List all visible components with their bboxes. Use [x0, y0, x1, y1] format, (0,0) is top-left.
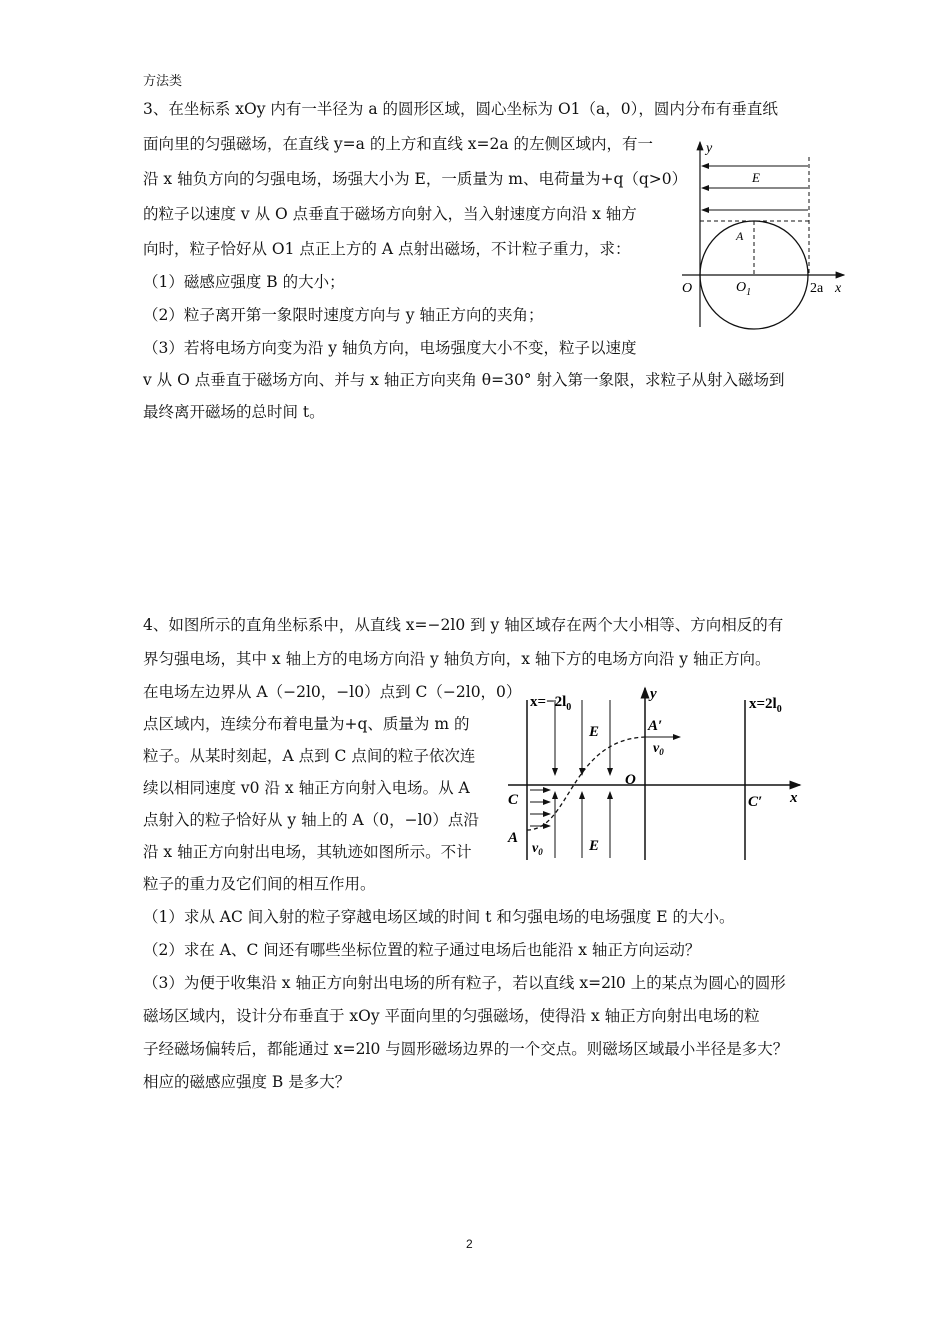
q3-line-5: 向时，粒子恰好从 O1 点正上方的 A 点射出磁场，不计粒子重力，求： [143, 240, 631, 258]
q4-fig-O-label: O [625, 772, 636, 788]
q4-part-3c: 子经磁场偏转后，都能通过 x=2l0 与圆形磁场边界的一个交点。则磁场区域最小半径是多大？ [143, 1040, 789, 1058]
q4-part-3a: （3）为便于收集沿 x 轴正方向射出电场的所有粒子，若以直线 x=2l0 上的某点为圆心的圆形 [143, 974, 786, 992]
q4-line-8: 沿 x 轴正方向射出电场，其轨迹如图所示。不计 [143, 843, 472, 861]
q4-fig-A-label: A [508, 830, 519, 846]
page-number: 2 [466, 1237, 473, 1251]
q4-line-6: 续以相同速度 v0 沿 x 轴正方向射入电场。从 A [143, 779, 470, 797]
q4-part-2: （2）求在 A、C 间还有哪些坐标位置的粒子通过电场后也能沿 x 轴正方向运动？ [143, 941, 701, 959]
q3-line-3: 沿 x 轴负方向的匀强电场，场强大小为 E，一质量为 m、电荷量为+q（q>0） [143, 170, 688, 188]
q3-part-3b: v 从 O 点垂直于磁场方向、并与 x 轴正方向夹角 θ=30° 射入第一象限，求粒子从射入磁场到 [143, 371, 785, 389]
category-label: 方法类 [143, 74, 183, 89]
q4-line-5: 粒子。从某时刻起，A 点到 C 点间的粒子依次连 [143, 747, 476, 765]
q3-fig-x-label: x [835, 281, 842, 296]
q3-part-3c: 最终离开磁场的总时间 t。 [143, 403, 325, 421]
q4-line-4: 点区域内，连续分布着电量为+q、质量为 m 的 [143, 715, 470, 733]
q4-part-3b: 磁场区域内，设计分布垂直于 xOy 平面向里的匀强磁场，使得沿 x 轴正方向射出电场的粒 [143, 1007, 760, 1025]
q4-line-7: 点射入的粒子恰好从 y 轴上的 A（0，−l0）点沿 [143, 811, 479, 829]
q4-line-1: 4、如图所示的直角坐标系中，从直线 x=−2l0 到 y 轴区域存在两个大小相等、方向相反的有 [143, 616, 784, 634]
q4-fig-left-boundary-label: $x=-2l_0$ [530, 694, 572, 713]
q4-fig-v0-top-label: $v_0$ [653, 741, 664, 757]
q4-part-3d: 相应的磁感应强度 B 是多大？ [143, 1073, 351, 1091]
q3-fig-O1-label: $O_1$ [736, 280, 752, 298]
q3-fig-A-label: A [736, 229, 744, 243]
q3-line-2: 面向里的匀强磁场，在直线 y=a 的上方和直线 x=2a 的左侧区域内，有一 [143, 135, 654, 153]
q4-fig-E-top-label: E [589, 724, 600, 740]
q4-line-9: 粒子的重力及它们间的相互作用。 [143, 875, 376, 893]
q4-fig-x-label: x [790, 790, 798, 806]
q3-fig-2a-label: 2a [810, 281, 824, 296]
q4-fig-C-label: C [508, 792, 519, 808]
q4-fig-right-boundary-label: $x=2l_0$ [749, 696, 782, 715]
q3-part-2: （2）粒子离开第一象限时速度方向与 y 轴正方向的夹角； [143, 306, 544, 324]
q4-fig-y-label: y [650, 686, 657, 702]
q4-fig-v0-bottom-label: $v_0$ [532, 841, 543, 857]
q4-fig-Aprime-label: A′ [648, 718, 663, 734]
q3-fig-y-label: y [706, 141, 713, 156]
q3-line-1: 3、在坐标系 xOy 内有一半径为 a 的圆形区域，圆心坐标为 O1（a，0），圆内分布有垂直纸 [143, 100, 778, 118]
q3-fig-O-label: O [682, 281, 693, 296]
q3-figure [672, 132, 852, 337]
q4-fig-Cprime-label: C′ [748, 794, 763, 810]
q3-part-1: （1）磁感应强度 B 的大小； [143, 273, 345, 291]
q3-line-4: 的粒子以速度 v 从 O 点垂直于磁场方向射入，当入射速度方向沿 x 轴方 [143, 205, 637, 223]
q3-fig-E-label: E [752, 170, 760, 185]
q3-part-3a: （3）若将电场方向变为沿 y 轴负方向，电场强度大小不变，粒子以速度 [143, 339, 637, 357]
q4-line-3: 在电场左边界从 A（−2l0，−l0）点到 C（−2l0，0） [143, 683, 522, 701]
q4-part-1: （1）求从 AC 间入射的粒子穿越电场区域的时间 t 和匀强电场的电场强度 E 的大小。 [143, 908, 735, 926]
q4-fig-E-bottom-label: E [589, 838, 600, 854]
q4-line-2: 界匀强电场，其中 x 轴上方的电场方向沿 y 轴负方向，x 轴下方的电场方向沿 y 轴正方向。 [143, 650, 771, 668]
q4-figure [500, 680, 810, 865]
